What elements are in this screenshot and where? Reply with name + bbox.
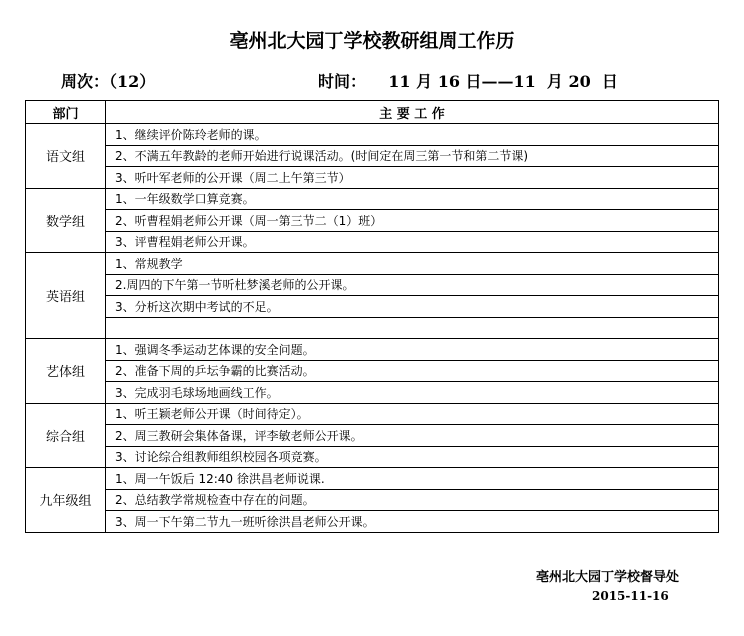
work-item-cell: 3、讨论综合组教师组织校园各项竞赛。 — [106, 446, 719, 468]
work-item-cell: 2.周四的下午第一节听杜梦溪老师的公开课。 — [106, 274, 719, 296]
table-row — [26, 468, 719, 490]
work-item-cell: 2、周三教研会集体备课，评李敏老师公开课。 — [106, 425, 719, 447]
table-row — [26, 425, 719, 447]
work-item-cell: 3、分析这次期中考试的不足。 — [106, 296, 719, 318]
work-item-cell: 1、强调冬季运动艺体课的安全问题。 — [106, 339, 719, 361]
week-number: 周次：（12） — [61, 72, 156, 91]
work-item-cell: 1、继续评价陈玲老师的课。 — [106, 124, 719, 146]
table-row — [26, 274, 719, 296]
table-row — [26, 296, 719, 318]
work-item-cell: 1、常规教学 — [106, 253, 719, 275]
document-title: 亳州北大园丁学校教研组周工作历 — [229, 30, 515, 52]
table-row — [26, 382, 719, 404]
date-range: 时间： 11 月 16 日——11 月 20 日 — [318, 72, 618, 91]
table-row — [26, 145, 719, 167]
table-row — [26, 446, 719, 468]
table-row — [26, 253, 719, 275]
dept-cell: 英语组 — [26, 253, 106, 339]
table-row — [26, 188, 719, 210]
table-header-row — [26, 101, 719, 124]
work-item-cell: 2、准备下周的乒坛争霸的比赛活动。 — [106, 360, 719, 382]
issuer: 亳州北大园丁学校督导处 — [536, 570, 680, 585]
table-row — [26, 210, 719, 232]
table-row — [26, 317, 719, 339]
dept-cell: 艺体组 — [26, 339, 106, 404]
work-item-cell: 2、总结教学常规检查中存在的问题。 — [106, 489, 719, 511]
table-row — [26, 167, 719, 189]
work-item-cell: 2、不满五年教龄的老师开始进行说课活动。(时间定在周三第一节和第二节课) — [106, 145, 719, 167]
dept-cell: 综合组 — [26, 403, 106, 468]
issue-date: 2015-11-16 — [592, 589, 669, 603]
work-item-cell: 3、完成羽毛球场地画线工作。 — [106, 382, 719, 404]
work-item-cell: 3、周一下午第二节九一班听徐洪昌老师公开课。 — [106, 511, 719, 533]
work-item-cell: 1、周一午饭后 12:40 徐洪昌老师说课. — [106, 468, 719, 490]
table-row — [26, 231, 719, 253]
header-main-work: 主 要 工 作 — [106, 101, 719, 124]
work-item-cell: 1、听王颖老师公开课（时间待定）。 — [106, 403, 719, 425]
header-dept: 部门 — [26, 101, 106, 124]
dept-cell: 数学组 — [26, 188, 106, 253]
work-item-cell: 3、听叶军老师的公开课（周二上午第三节） — [106, 167, 719, 189]
table-row — [26, 489, 719, 511]
table-row — [26, 360, 719, 382]
work-item-cell: 1、一年级数学口算竞赛。 — [106, 188, 719, 210]
table-row — [26, 403, 719, 425]
work-item-cell — [106, 317, 719, 339]
table-row — [26, 124, 719, 146]
dept-cell: 语文组 — [26, 124, 106, 189]
table-row — [26, 511, 719, 533]
table-row — [26, 339, 719, 361]
work-item-cell: 3、评曹程娟老师公开课。 — [106, 231, 719, 253]
dept-cell: 九年级组 — [26, 468, 106, 533]
work-calendar-table — [25, 100, 719, 533]
work-item-cell: 2、听曹程娟老师公开课（周一第三节二（1）班） — [106, 210, 719, 232]
